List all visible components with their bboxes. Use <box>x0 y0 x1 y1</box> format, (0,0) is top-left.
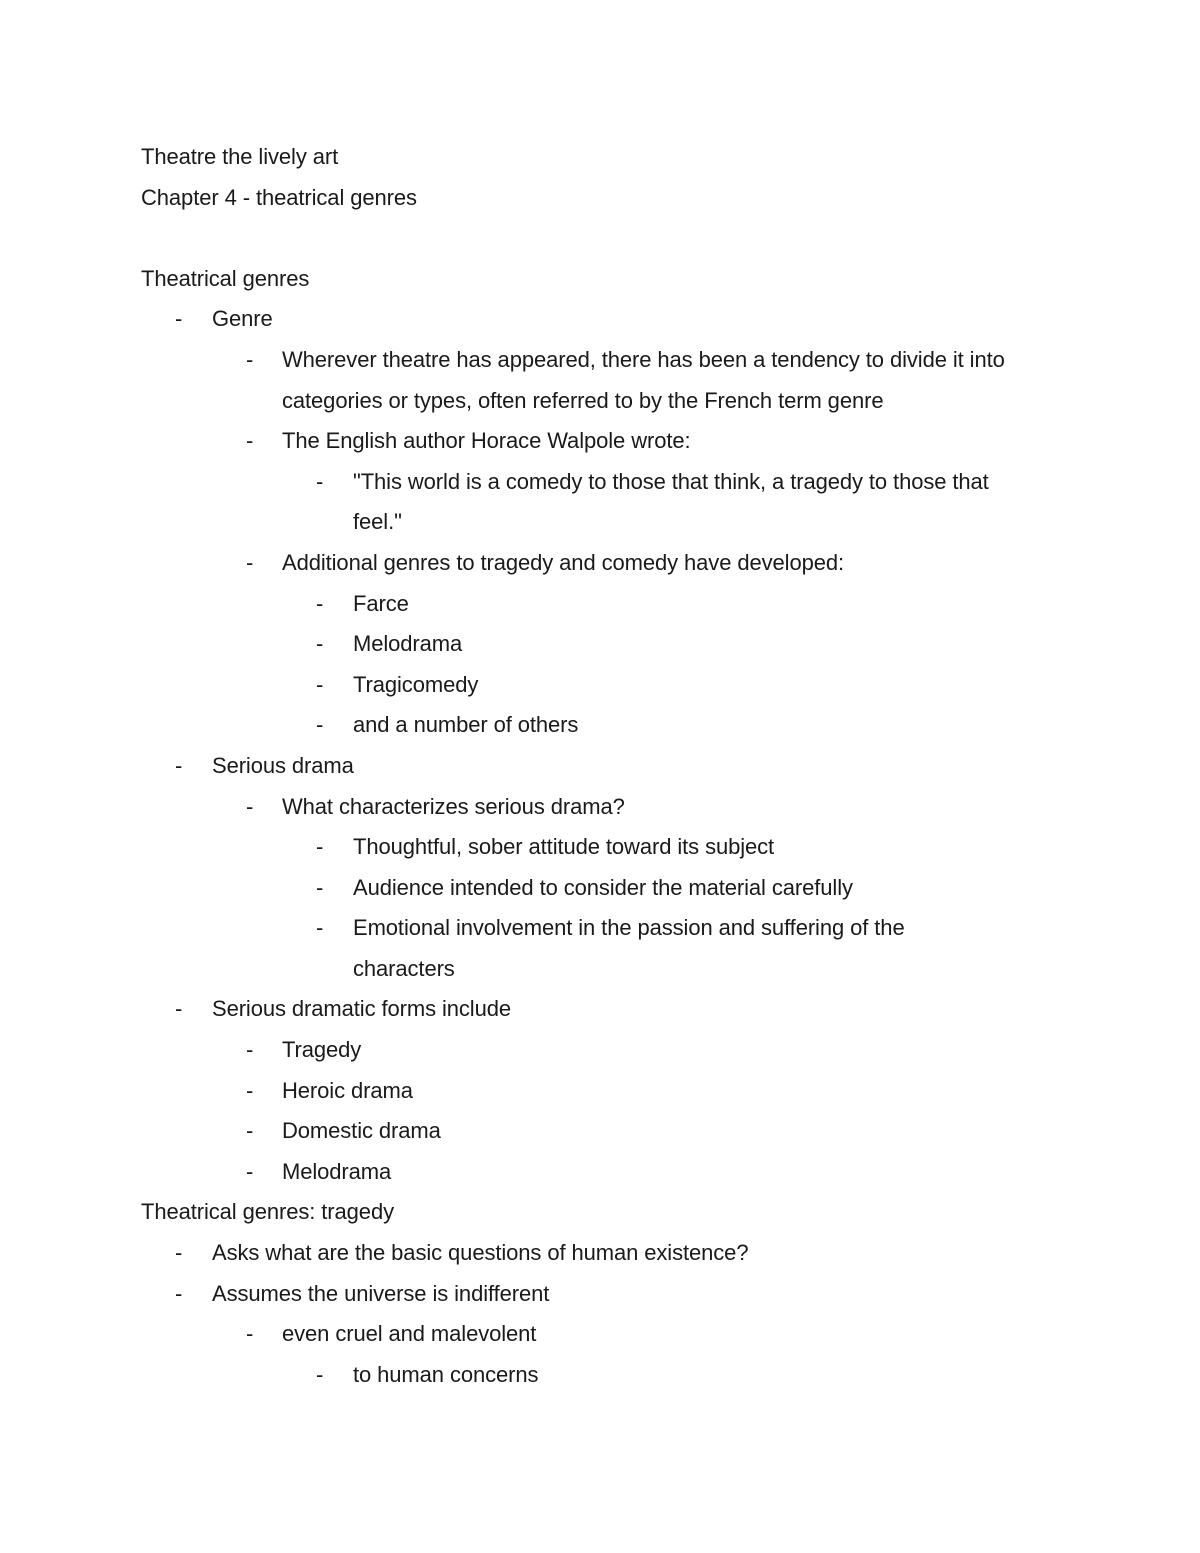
dash-bullet: - <box>316 915 324 941</box>
list-item-text: Melodrama <box>353 631 463 657</box>
dash-bullet: - <box>316 631 324 657</box>
list-item <box>175 989 1061 1030</box>
list-item-text: Emotional involvement in the passion and suffering of the characters <box>353 915 905 981</box>
list-item-text: Asks what are the basic questions of human existence? <box>212 1240 749 1266</box>
dash-bullet: - <box>175 306 183 332</box>
list-item <box>246 1071 1061 1112</box>
list-item <box>175 1274 1061 1315</box>
list-item-text: Genre <box>212 306 273 332</box>
list-item <box>175 1233 1061 1274</box>
dash-bullet: - <box>316 671 324 697</box>
list-item <box>246 787 1061 828</box>
list-item-text: Tragedy <box>282 1037 362 1063</box>
list-item-text: Domestic drama <box>282 1118 441 1144</box>
list-item-text: Additional genres to tragedy and comedy have developed: <box>282 549 844 575</box>
list-item-text: Assumes the universe is indifferent <box>212 1280 550 1306</box>
list-item <box>316 908 1061 989</box>
dash-bullet: - <box>246 549 254 575</box>
list-item <box>246 1030 1061 1071</box>
dash-bullet: - <box>246 1037 254 1063</box>
document-title: Theatre the lively art <box>141 144 339 169</box>
list-item-text: and a number of others <box>353 712 579 738</box>
dash-bullet: - <box>175 1280 183 1306</box>
dash-bullet: - <box>316 468 324 494</box>
dash-bullet: - <box>246 1118 254 1144</box>
list-item <box>175 746 1061 787</box>
chapter-title: Chapter 4 - theatrical genres <box>141 184 417 210</box>
section-heading: Theatrical genres: tragedy <box>141 1199 394 1225</box>
list-item-text: Farce <box>353 590 409 616</box>
section-heading: Theatrical genres <box>141 265 310 291</box>
dash-bullet: - <box>175 752 183 778</box>
list-item <box>316 1355 1061 1396</box>
dash-bullet: - <box>316 712 324 738</box>
list-item <box>246 340 1061 421</box>
list-item-text: Audience intended to consider the material carefully <box>353 874 853 900</box>
list-item-text: Tragicomedy <box>353 671 479 697</box>
dash-bullet: - <box>316 1361 324 1387</box>
dash-bullet: - <box>175 996 183 1022</box>
dash-bullet: - <box>246 793 254 819</box>
list-item <box>316 624 1061 665</box>
quote-text: "This world is a comedy to those that think, a tragedy to those that feel." <box>353 468 989 535</box>
dash-bullet: - <box>316 874 324 900</box>
list-item-text: Serious dramatic forms include <box>212 996 512 1022</box>
dash-bullet: - <box>246 428 254 454</box>
list-item-text: What characterizes serious drama? <box>282 793 625 819</box>
list-item-text: even cruel and malevolent <box>282 1321 537 1347</box>
list-item <box>246 1111 1061 1152</box>
list-item <box>246 1152 1061 1193</box>
list-item <box>316 584 1061 625</box>
list-item <box>316 665 1061 706</box>
blank-line <box>141 218 1061 259</box>
list-item <box>316 827 1061 868</box>
list-item-text: Melodrama <box>282 1158 392 1184</box>
document-body <box>141 137 1061 1395</box>
list-item-text: Wherever theatre has appeared, there has been a tendency to divide it into categories or types, often referred to by the French term genre <box>282 346 1005 413</box>
dash-bullet: - <box>246 1321 254 1347</box>
dash-bullet: - <box>246 346 254 372</box>
list-item <box>175 299 1061 340</box>
list-item <box>316 705 1061 746</box>
list-item <box>246 1314 1061 1355</box>
list-item-text: Serious drama <box>212 752 354 778</box>
list-item-text: Thoughtful, sober attitude toward its subject <box>353 834 775 860</box>
list-item <box>246 543 1061 584</box>
list-item <box>316 462 1061 543</box>
list-item <box>246 421 1061 462</box>
list-item <box>316 868 1061 909</box>
dash-bullet: - <box>246 1077 254 1103</box>
dash-bullet: - <box>246 1158 254 1184</box>
list-item-text: The English author Horace Walpole wrote: <box>282 428 691 454</box>
list-item-text: to human concerns <box>353 1361 539 1387</box>
dash-bullet: - <box>316 834 324 860</box>
list-item-text: Heroic drama <box>282 1077 413 1103</box>
dash-bullet: - <box>316 590 324 616</box>
dash-bullet: - <box>175 1240 183 1266</box>
